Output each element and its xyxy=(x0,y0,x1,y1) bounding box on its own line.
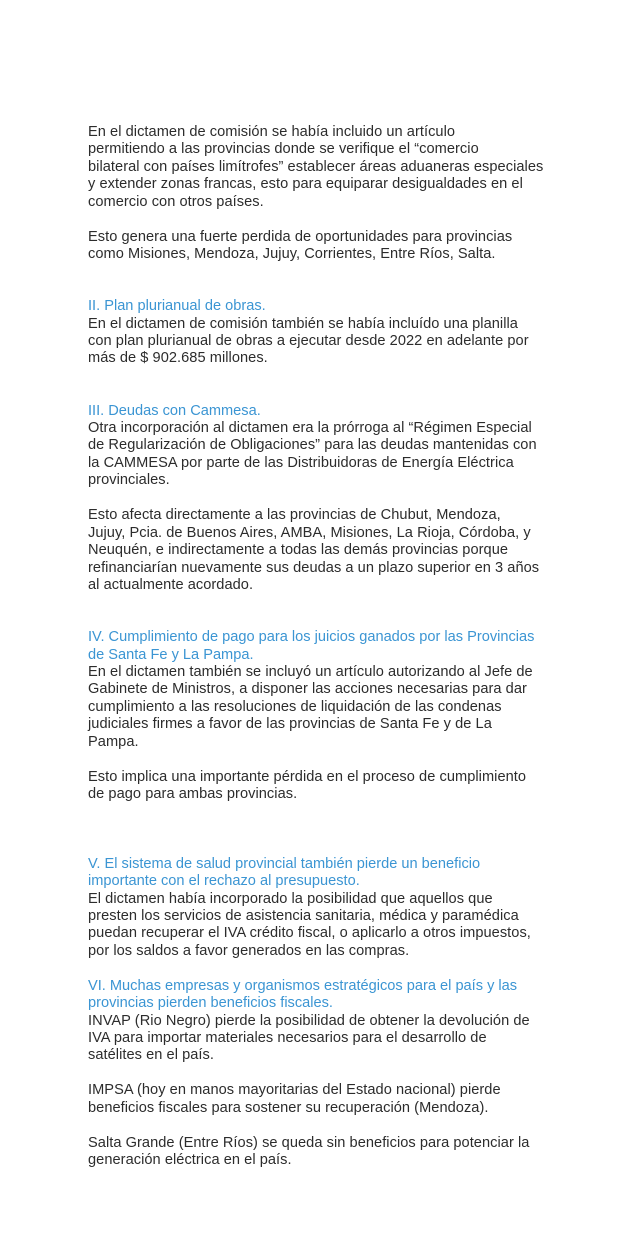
heading-line: IV. Cumplimiento de pago para los juicios ganados por las Provincias xyxy=(88,629,535,646)
text-line: IMPSA (hoy en manos mayoritarias del Estado nacional) pierde xyxy=(88,1082,501,1099)
text-line: permitiendo a las provincias donde se verifique el “comercio xyxy=(88,141,479,158)
text-line: Jujuy, Pcia. de Buenos Aires, AMBA, Misiones, La Rioja, Córdoba, y xyxy=(88,524,531,541)
section-6-paragraph-2 xyxy=(88,1082,588,1117)
section-heading-5 xyxy=(88,856,588,891)
text-line: En el dictamen también se incluyó un artículo autorizando al Jefe de xyxy=(88,663,533,680)
text-line: de Regularización de Obligaciones” para las deudas mantenidas con xyxy=(88,437,537,454)
section-5-paragraph xyxy=(88,891,588,961)
text-line: Esto afecta directamente a las provincias de Chubut, Mendoza, xyxy=(88,507,501,524)
text-line: puedan recuperar el IVA crédito fiscal, o aplicarlo a otros impuestos, xyxy=(88,925,531,942)
section-heading-2 xyxy=(88,298,588,315)
text-line: Gabinete de Ministros, a disponer las acciones necesarias para dar xyxy=(88,681,527,698)
section-6-paragraph-3 xyxy=(88,1135,588,1170)
section-heading-4 xyxy=(88,629,588,664)
text-line: por los saldos a favor generados en las compras. xyxy=(88,942,410,959)
text-line: Otra incorporación al dictamen era la prórroga al “Régimen Especial xyxy=(88,420,532,437)
text-line: de pago para ambas provincias. xyxy=(88,785,298,802)
text-line: más de $ 902.685 millones. xyxy=(88,350,268,367)
text-line: beneficios fiscales para sostener su recuperación (Mendoza). xyxy=(88,1099,489,1116)
section-4-paragraph-2 xyxy=(88,769,588,804)
section-3-paragraph-1 xyxy=(88,420,588,490)
text-line: INVAP (Rio Negro) pierde la posibilidad de obtener la devolución de xyxy=(88,1012,530,1029)
text-line: con plan plurianual de obras a ejecutar desde 2022 en adelante por xyxy=(88,333,529,350)
section-4-paragraph-1 xyxy=(88,664,588,751)
text-line: Pampa. xyxy=(88,733,139,750)
intro-paragraph-1 xyxy=(88,124,588,211)
text-line: la CAMMESA por parte de las Distribuidoras de Energía Eléctrica xyxy=(88,454,514,471)
text-line: presten los servicios de asistencia sanitaria, médica y paramédica xyxy=(88,907,519,924)
text-line: Salta Grande (Entre Ríos) se queda sin beneficios para potenciar la xyxy=(88,1134,530,1151)
text-line: comercio con otros países. xyxy=(88,193,264,210)
text-line: judiciales firmes a favor de las provincias de Santa Fe y de La xyxy=(88,716,492,733)
heading-line: provincias pierden beneficios fiscales. xyxy=(88,995,333,1012)
text-line: El dictamen había incorporado la posibilidad que aquellos que xyxy=(88,890,493,907)
text-line: Esto genera una fuerte perdida de oportunidades para provincias xyxy=(88,228,513,245)
text-line: al actualmente acordado. xyxy=(88,576,254,593)
heading-line: importante con el rechazo al presupuesto. xyxy=(88,873,360,890)
heading-line: II. Plan plurianual de obras. xyxy=(88,298,266,315)
section-2-paragraph xyxy=(88,316,588,368)
heading-line: de Santa Fe y La Pampa. xyxy=(88,646,254,663)
section-6-paragraph-1 xyxy=(88,1013,588,1065)
text-line: satélites en el país. xyxy=(88,1047,214,1064)
text-line: refinanciarían nuevamente sus deudas a un plazo superior en 3 años xyxy=(88,559,540,576)
text-line: En el dictamen de comisión también se había incluído una planilla xyxy=(88,315,518,332)
section-3-paragraph-2 xyxy=(88,507,588,594)
text-line: provinciales. xyxy=(88,472,170,489)
heading-line: VI. Muchas empresas y organismos estratégicos para el país y las xyxy=(88,977,518,994)
heading-line: V. El sistema de salud provincial también pierde un beneficio xyxy=(88,855,481,872)
text-line: En el dictamen de comisión se había incluido un artículo xyxy=(88,124,456,140)
heading-line: III. Deudas con Cammesa. xyxy=(88,402,261,419)
text-line: IVA para importar materiales necesarios para el desarrollo de xyxy=(88,1030,487,1046)
text-line: generación eléctrica en el país. xyxy=(88,1152,292,1169)
document-body xyxy=(88,124,588,1170)
text-line: como Misiones, Mendoza, Jujuy, Corrientes, Entre Ríos, Salta. xyxy=(88,246,496,263)
text-line: cumplimiento a las resoluciones de liquidación de las condenas xyxy=(88,698,502,715)
section-heading-3 xyxy=(88,403,588,420)
text-line: Esto implica una importante pérdida en el proceso de cumplimiento xyxy=(88,768,527,785)
intro-paragraph-2 xyxy=(88,229,588,264)
text-line: y extender zonas francas, esto para equiparar desigualdades en el xyxy=(88,176,523,193)
section-heading-6 xyxy=(88,978,588,1013)
text-line: bilateral con países limítrofes” establecer áreas aduaneras especiales xyxy=(88,158,544,175)
text-line: Neuquén, e indirectamente a todas las demás provincias porque xyxy=(88,542,509,559)
